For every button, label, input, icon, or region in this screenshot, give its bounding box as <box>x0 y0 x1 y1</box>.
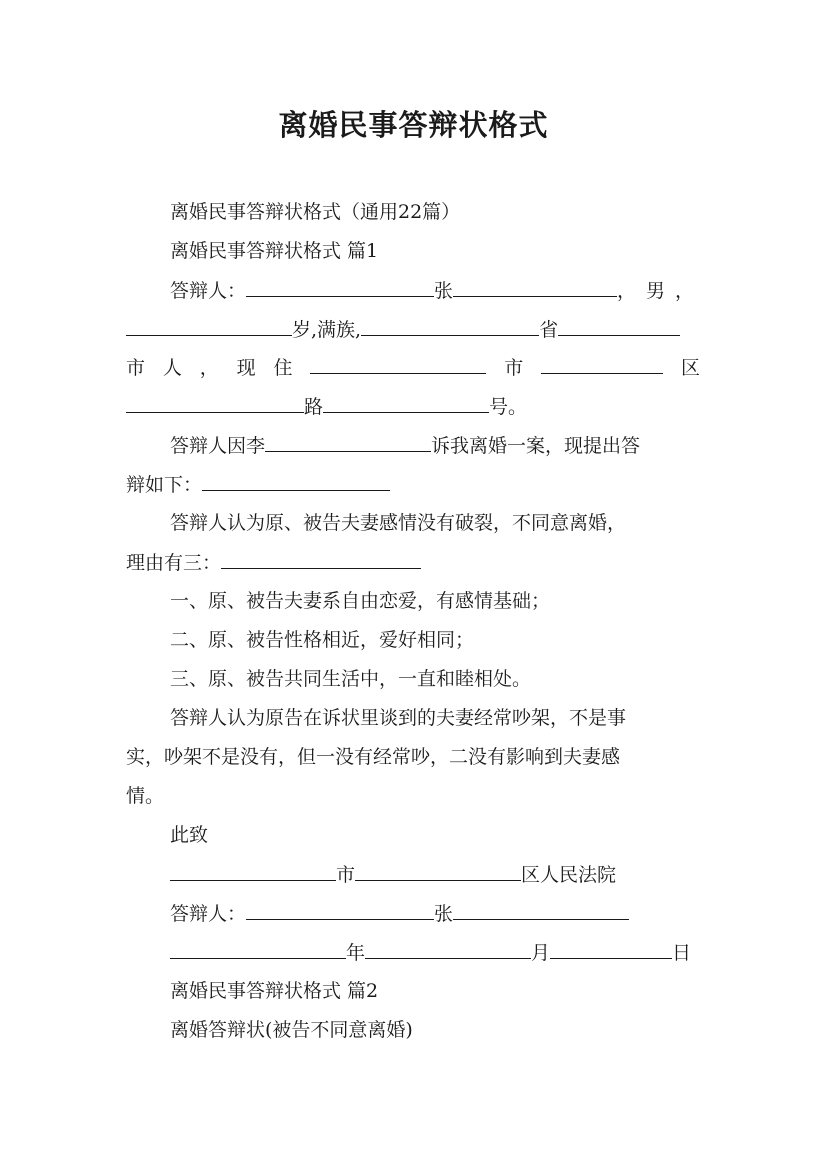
section-heading-1-text: 离婚民事答辩状格式 篇1 <box>170 240 379 262</box>
court-name: 区人民法院 <box>521 864 617 886</box>
respondent-blank-1 <box>246 278 434 297</box>
city-blank <box>558 317 680 336</box>
reasons-line <box>126 550 421 575</box>
age-ethnicity: 岁,满族, <box>292 319 362 341</box>
case-line <box>170 433 640 458</box>
respondent-gender: ，男， <box>617 280 705 302</box>
now-word: 现 <box>236 357 256 379</box>
reply-line <box>126 472 390 497</box>
road-blank <box>126 394 304 413</box>
section-heading-2-text: 离婚民事答辩状格式 篇2 <box>170 980 379 1002</box>
case-text-b: 诉我离婚一案，现提出答 <box>431 435 641 457</box>
subheading-line <box>170 1018 413 1042</box>
document-title: 离婚民事答辩状格式 <box>278 108 549 142</box>
section-heading-1 <box>170 239 378 263</box>
rebuttal-text-2: 实，吵架不是没有，但一没有经常吵，二没有影响到夫妻感 <box>126 746 621 768</box>
reply-text: 辩如下： <box>126 474 203 496</box>
respondent-blank-2 <box>453 278 617 297</box>
city-suffix: 市 <box>126 357 146 379</box>
section-heading-2 <box>170 979 378 1003</box>
reply-blank <box>202 472 390 491</box>
rebuttal-line-3 <box>126 784 164 808</box>
reason-1 <box>170 589 550 613</box>
month-label: 月 <box>531 942 551 964</box>
opinion-text: 答辩人认为原、被告夫妻感情没有破裂，不同意离婚， <box>170 512 627 534</box>
reason-2 <box>170 628 474 652</box>
age-line <box>126 317 680 342</box>
reason-1-text: 一、原、被告夫妻系自由恋爱，有感情基础； <box>170 590 551 612</box>
signature-blank-2 <box>453 901 629 920</box>
subheading-text: 离婚答辩状(被告不同意离婚) <box>170 1019 413 1041</box>
live-word: 住 <box>273 357 293 379</box>
comma: ， <box>199 357 219 379</box>
province-label: 省 <box>539 319 559 341</box>
plaintiff-blank <box>265 433 431 452</box>
reason-3-text: 三、原、被告共同生活中，一直和睦相处。 <box>170 668 532 690</box>
respondent-surname: 张 <box>434 280 454 302</box>
date-line <box>170 940 691 965</box>
road-line <box>126 394 527 419</box>
person-word: 人 <box>162 357 182 379</box>
reasons-blank <box>221 550 421 569</box>
number-blank <box>323 394 489 413</box>
residence-city-blank <box>310 355 486 374</box>
court-line <box>170 862 616 887</box>
rebuttal-text-1: 答辩人认为原告在诉状里谈到的夫妻经常吵架，不是事 <box>170 707 627 729</box>
reason-3 <box>170 667 531 691</box>
age-blank <box>126 317 292 336</box>
residence-city-label: 市 <box>504 357 524 379</box>
road-label: 路 <box>304 396 324 418</box>
year-blank <box>170 940 346 959</box>
signature-line <box>170 901 629 926</box>
district-label: 区 <box>680 357 700 379</box>
closing-text: 此致 <box>170 824 209 846</box>
reason-2-text: 二、原、被告性格相近，爱好相同； <box>170 629 475 651</box>
day-label: 日 <box>672 942 692 964</box>
respondent-line <box>170 278 704 303</box>
signature-label: 答辩人： <box>170 903 247 925</box>
signature-surname: 张 <box>434 903 454 925</box>
month-blank <box>365 940 531 959</box>
closing-line <box>170 823 208 847</box>
opinion-line <box>170 511 626 535</box>
court-city-label: 市 <box>336 864 356 886</box>
respondent-label: 答辩人： <box>170 280 247 302</box>
rebuttal-text-3: 情。 <box>126 785 165 807</box>
court-city-blank <box>170 862 336 881</box>
residence-line <box>126 355 700 380</box>
year-label: 年 <box>346 942 366 964</box>
case-text-a: 答辩人因李 <box>170 435 266 457</box>
court-district-blank <box>355 862 521 881</box>
reasons-text: 理由有三： <box>126 552 222 574</box>
province-blank <box>361 317 539 336</box>
rebuttal-line-2 <box>126 745 620 769</box>
rebuttal-line-1 <box>170 706 626 730</box>
number-label: 号。 <box>489 396 528 418</box>
subtitle-text: 离婚民事答辩状格式（通用22篇） <box>170 201 461 223</box>
subtitle-line <box>170 200 460 224</box>
district-blank <box>541 355 663 374</box>
day-blank <box>550 940 672 959</box>
signature-blank-1 <box>246 901 434 920</box>
